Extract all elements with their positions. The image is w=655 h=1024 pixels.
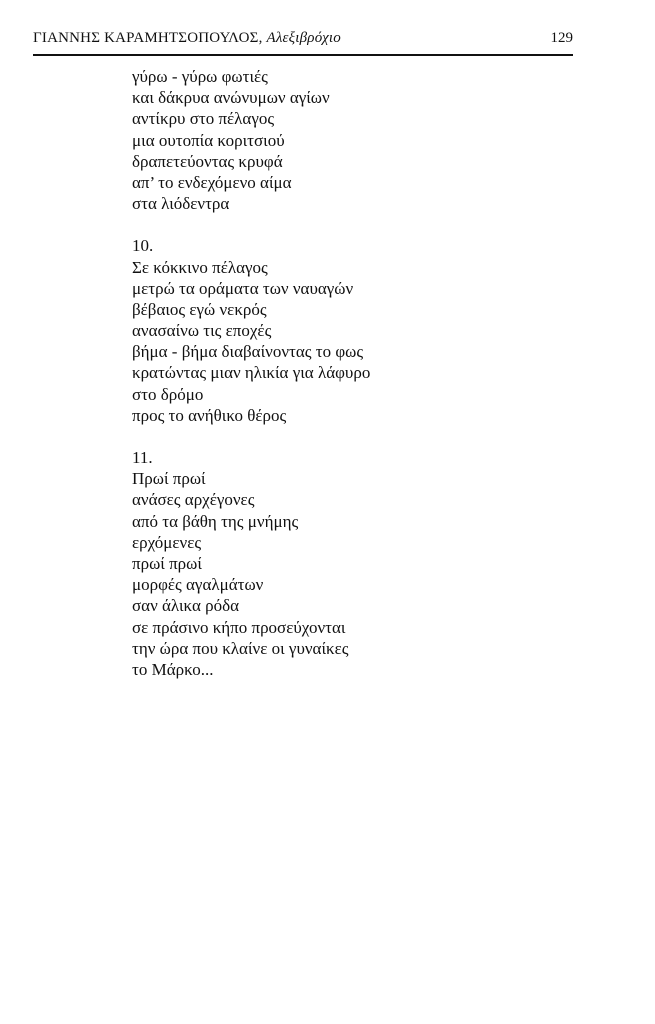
poem-line: σαν άλικα ρόδα bbox=[132, 596, 239, 616]
poem-line: πρωί πρωί bbox=[132, 553, 202, 573]
poem-line: μια ουτοπία κοριτσιού bbox=[132, 130, 285, 150]
poem-line: γύρω - γύρω φωτιές bbox=[132, 67, 268, 86]
poem-line: Σε κόκκινο πέλαγος bbox=[132, 257, 268, 277]
poem-line: μορφές αγαλμάτων bbox=[132, 575, 264, 595]
header-title bbox=[33, 30, 341, 47]
poem-line: σε πράσινο κήπο προσεύχονται bbox=[132, 617, 346, 637]
poem-line: Πρωί πρωί bbox=[132, 469, 206, 489]
stanza bbox=[132, 66, 552, 214]
poem-line: στο δρόμο bbox=[132, 384, 204, 404]
poem-line: στα λιόδεντρα bbox=[132, 194, 230, 214]
poem-line: το Μάρκο... bbox=[132, 659, 214, 679]
header-author: ΓΙΑΝΝΗΣ ΚΑΡΑΜΗΤΣΟΠΟΥΛΟΣ, bbox=[33, 30, 263, 46]
poem-line: βήμα - βήμα διαβαίνοντας το φως bbox=[132, 342, 364, 362]
poem-line: προς το ανήθικο θέρος bbox=[132, 405, 287, 425]
poem-body bbox=[132, 66, 552, 680]
page-number: 129 bbox=[550, 30, 573, 46]
poem-line: ανάσες αρχέγονες bbox=[132, 490, 255, 510]
header-book-title: Αλεξιβρόχιο bbox=[266, 30, 341, 46]
poem-line: απ’ το ενδεχόμενο αίμα bbox=[132, 172, 292, 192]
poem-line: κρατώντας μιαν ηλικία για λάφυρο bbox=[132, 363, 371, 383]
header-divider bbox=[33, 54, 573, 56]
poem-line: ανασαίνω τις εποχές bbox=[132, 321, 272, 341]
poem-line: δραπετεύοντας κρυφά bbox=[132, 151, 283, 171]
running-header bbox=[33, 30, 573, 52]
poem-line: ερχόμενες bbox=[132, 532, 202, 552]
stanza bbox=[132, 447, 552, 680]
poem-line: βέβαιος εγώ νεκρός bbox=[132, 299, 267, 319]
poem-line: και δάκρυα ανώνυμων αγίων bbox=[132, 88, 330, 108]
poem-line: από τα βάθη της μνήμης bbox=[132, 511, 299, 531]
poem-line: μετρώ τα οράματα των ναυαγών bbox=[132, 278, 354, 298]
stanza bbox=[132, 235, 552, 426]
poem-line: την ώρα που κλαίνε οι γυναίκες bbox=[132, 638, 349, 658]
stanza-gap bbox=[132, 214, 552, 235]
section-number: 11. bbox=[132, 448, 153, 467]
poem-line: αντίκρυ στο πέλαγος bbox=[132, 109, 275, 129]
stanza-gap bbox=[132, 426, 552, 447]
section-number: 10. bbox=[132, 236, 154, 256]
